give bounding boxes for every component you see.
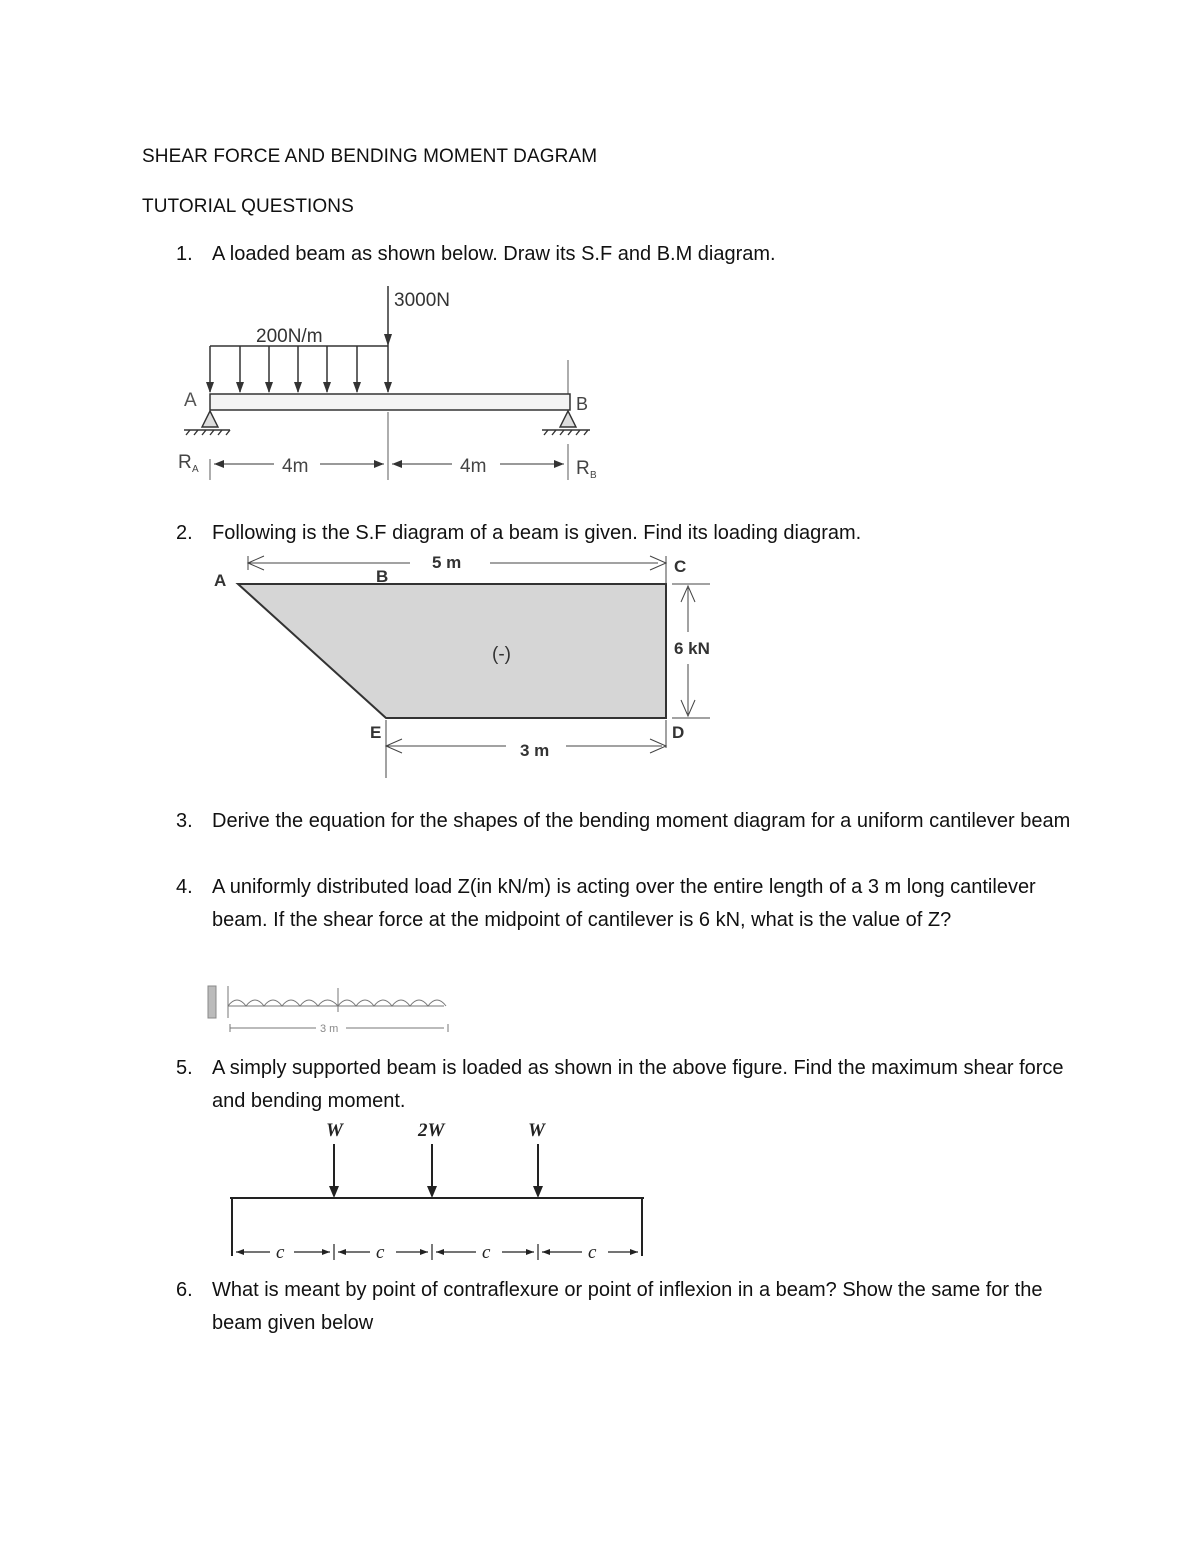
question-text: Following is the S.F diagram of a beam is given. Find its loading diagram.: [212, 522, 862, 544]
figure-shear-force-diagram: [200, 548, 730, 778]
document-subtitle: TUTORIAL QUESTIONS: [142, 196, 354, 217]
arrow-head: [329, 1186, 339, 1198]
question-6: [176, 1274, 1076, 1340]
question-5: [176, 1052, 1076, 1118]
support-a: [184, 411, 230, 435]
span-2-label: 4m: [460, 456, 487, 477]
question-text: Derive the equation for the shapes of the bending moment diagram for a uniform cantilever beam: [212, 810, 1071, 832]
load-1-label: W: [326, 1120, 343, 1141]
spacing-label-1: c: [276, 1242, 285, 1263]
question-text: A uniformly distributed load Z(in kN/m) is acting over the entire length of a 3 m long cantilever beam. If the shear force at the midpoint of cantilever is 6 kN, what is the value of Z?: [212, 876, 1036, 931]
shear-force-area: [238, 584, 666, 718]
question-4: [176, 871, 1076, 937]
question-number: 4.: [176, 876, 193, 898]
fixed-wall: [208, 986, 216, 1018]
question-number: 3.: [176, 810, 193, 832]
spacing-label-3: c: [482, 1242, 491, 1263]
reaction-a-sub: A: [192, 464, 199, 475]
question-number: 2.: [176, 522, 193, 544]
reaction-a-label: R: [178, 452, 192, 473]
figure-cantilever-udl: [204, 984, 458, 1038]
load-3-label: W: [528, 1120, 545, 1141]
label-d: D: [672, 723, 685, 742]
label-b: B: [576, 394, 589, 414]
span-1-label: 4m: [282, 456, 309, 477]
question-text: A simply supported beam is loaded as shown in the above figure. Find the maximum shear force and bending moment.: [212, 1057, 1064, 1112]
label-a: A: [214, 571, 227, 590]
length-bottom-label: 3 m: [520, 741, 550, 760]
beam: [210, 394, 570, 410]
label-b: B: [376, 567, 389, 586]
reaction-b-label: R: [576, 458, 590, 479]
question-text: What is meant by point of contraflexure or point of inflexion in a beam? Show the same for the beam given below: [212, 1279, 1043, 1334]
question-3: [176, 805, 1076, 838]
force-label: 6 kN: [674, 639, 710, 658]
figure-three-loads-beam: [220, 1116, 660, 1266]
question-number: 1.: [176, 243, 193, 265]
arrow-head: [427, 1186, 437, 1198]
label-c: C: [674, 557, 687, 576]
question-number: 5.: [176, 1057, 193, 1079]
label-e: E: [370, 723, 382, 742]
point-load-label: 3000N: [394, 290, 450, 311]
document-title: SHEAR FORCE AND BENDING MOMENT DAGRAM: [142, 146, 598, 167]
length-top-label: 5 m: [432, 553, 462, 572]
sign-label: (-): [492, 644, 511, 665]
udl-label: 200N/m: [256, 326, 323, 347]
spacing-label-2: c: [376, 1242, 385, 1263]
length-label: 3 m: [320, 1023, 339, 1035]
figure-loaded-beam: [170, 284, 620, 490]
question-1: [176, 238, 1076, 271]
label-a: A: [184, 390, 197, 411]
question-2: [176, 517, 1076, 550]
load-2-label: 2W: [418, 1120, 445, 1141]
question-text: A loaded beam as shown below. Draw its S.F and B.M diagram.: [212, 243, 776, 265]
spacing-label-4: c: [588, 1242, 597, 1263]
support-b: [542, 411, 590, 435]
question-number: 6.: [176, 1279, 193, 1301]
reaction-b-sub: B: [590, 470, 597, 481]
arrow-head: [533, 1186, 543, 1198]
udl-waves: [228, 1000, 446, 1006]
